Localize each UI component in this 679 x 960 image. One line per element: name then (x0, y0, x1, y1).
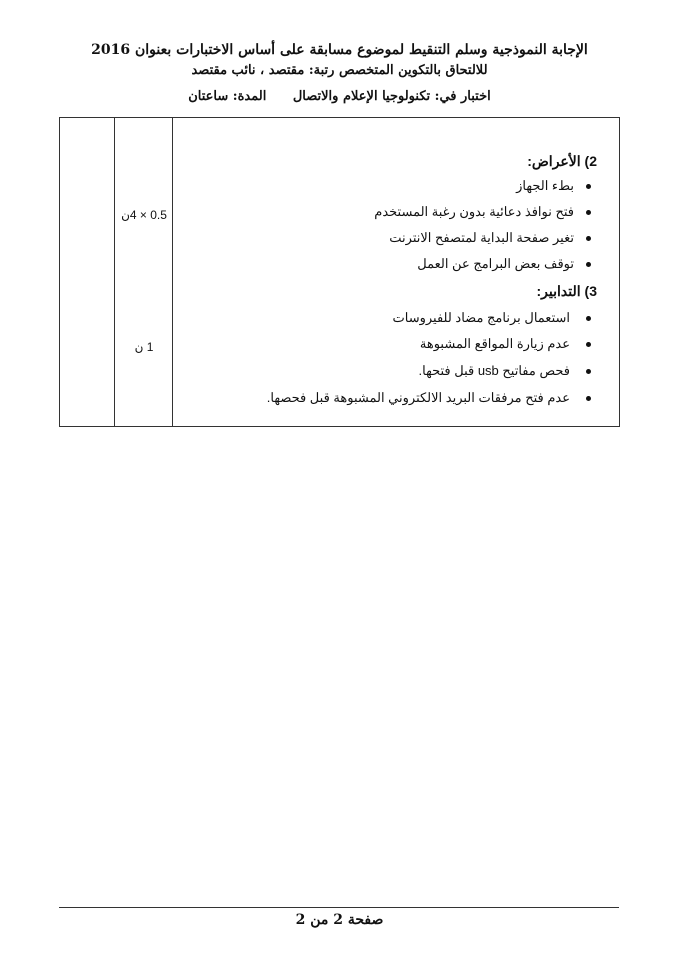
section-measures-title: 3) التدابير: (536, 283, 597, 299)
bullet-icon (586, 184, 591, 189)
mark-measures: 1 ن (134, 340, 154, 354)
bullet-icon (586, 342, 591, 347)
bullet-icon (586, 316, 591, 321)
page-header (0, 40, 679, 107)
header-subtitle: للالتحاق بالتكوين المتخصص رتبة: مقتصد ، نائب مقتصد (191, 63, 488, 78)
exam-subject: اختبار في: تكنولوجيا الإعلام والاتصال (292, 89, 491, 104)
answer-content (173, 118, 619, 426)
list-item: تغير صفحة البداية لمتصفح الانترنت (389, 230, 591, 246)
header-exam-info (0, 87, 679, 107)
header-title: الإجابة النموذجية وسلم التنقيط لموضوع مسابقة على أساس الاختبارات بعنوان 2016 (91, 42, 588, 58)
list-item: فتح نوافذ دعائية بدون رغبة المستخدم (374, 204, 591, 220)
list-item: بطء الجهاز (516, 178, 591, 194)
answer-table (59, 117, 620, 427)
bullet-icon (586, 262, 591, 267)
mark-symptoms: 0.5 × 4ن (121, 208, 167, 222)
bullet-icon (586, 210, 591, 215)
table-column-marks (115, 118, 173, 426)
list-item: توقف بعض البرامج عن العمل (417, 256, 591, 272)
table-column-total (60, 118, 115, 426)
bullet-icon (586, 396, 591, 401)
exam-duration: المدة: ساعتان (188, 89, 267, 104)
list-item: فحص مفاتيح usb قبل فتحها. (419, 363, 591, 379)
bullet-icon (586, 236, 591, 241)
list-item: عدم فتح مرفقات البريد الالكتروني المشبوهة قبل فحصها. (267, 390, 591, 406)
list-item: استعمال برنامج مضاد للفيروسات (393, 310, 591, 326)
footer-divider (59, 907, 619, 908)
list-item: عدم زيارة المواقع المشبوهة (420, 336, 591, 352)
section-symptoms-title: 2) الأعراض: (527, 153, 597, 169)
bullet-icon (586, 369, 591, 374)
page-number: صفحة 2 من 2 (295, 912, 384, 928)
